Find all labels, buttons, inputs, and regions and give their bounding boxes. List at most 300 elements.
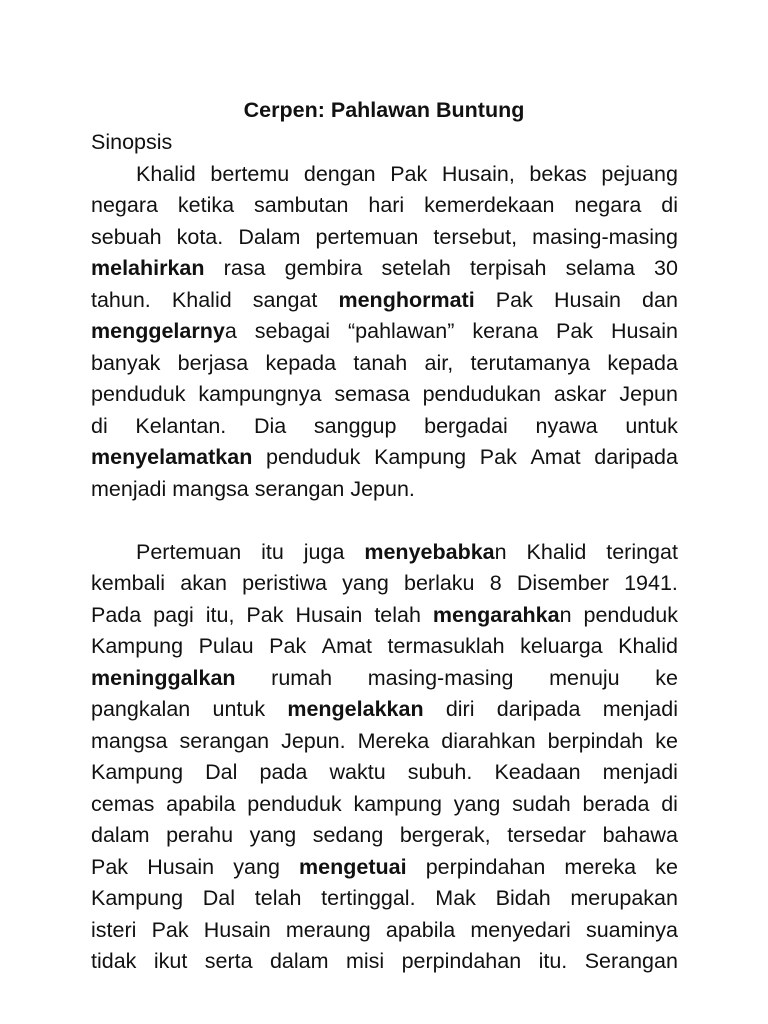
text-span: Husain bbox=[203, 917, 271, 942]
text-span: sangat bbox=[252, 287, 318, 312]
word bbox=[91, 567, 165, 599]
word bbox=[400, 819, 491, 851]
word bbox=[91, 347, 160, 379]
word bbox=[266, 347, 337, 379]
text-span: Amat bbox=[321, 634, 372, 658]
word bbox=[574, 189, 641, 221]
text-span: Pertemuan bbox=[136, 539, 242, 564]
word bbox=[655, 725, 678, 757]
text-span: teringat bbox=[606, 539, 678, 564]
text-span: termasuklah bbox=[387, 634, 505, 658]
word bbox=[285, 252, 363, 284]
text-span: apabila bbox=[385, 917, 456, 942]
word bbox=[425, 347, 454, 379]
word bbox=[91, 851, 128, 883]
word bbox=[91, 441, 252, 473]
word bbox=[386, 914, 455, 946]
word bbox=[433, 221, 517, 253]
text-span: sebagai bbox=[254, 319, 331, 343]
word bbox=[556, 315, 593, 347]
word bbox=[270, 945, 329, 977]
word bbox=[281, 725, 346, 757]
word bbox=[91, 599, 141, 631]
word bbox=[496, 284, 533, 316]
text-span: daripada bbox=[496, 697, 581, 721]
word bbox=[348, 315, 454, 347]
word bbox=[442, 158, 515, 190]
text-line bbox=[91, 567, 678, 599]
text-span: sambutan bbox=[254, 193, 349, 217]
word bbox=[154, 945, 187, 977]
word bbox=[261, 536, 284, 568]
word bbox=[271, 662, 332, 694]
word bbox=[661, 788, 678, 820]
word bbox=[91, 693, 190, 725]
word bbox=[603, 819, 678, 851]
word bbox=[374, 441, 466, 473]
text-span: perpindahan bbox=[425, 854, 546, 879]
text-span: di bbox=[661, 193, 678, 217]
word bbox=[655, 851, 678, 883]
word bbox=[295, 599, 362, 631]
text-span: setelah bbox=[381, 256, 451, 280]
word bbox=[334, 378, 409, 410]
text-line bbox=[91, 693, 678, 725]
word bbox=[446, 693, 475, 725]
word bbox=[527, 536, 587, 568]
word bbox=[172, 284, 232, 316]
word bbox=[618, 630, 678, 662]
word bbox=[435, 882, 476, 914]
word bbox=[91, 725, 168, 757]
word bbox=[530, 441, 580, 473]
text-span: Pada bbox=[91, 602, 142, 627]
text-span: kemerdekaan bbox=[424, 193, 555, 217]
word bbox=[91, 819, 150, 851]
text-span: kampung bbox=[353, 791, 442, 816]
text-span: semasa bbox=[334, 382, 410, 406]
text-span: sebuah bbox=[91, 224, 162, 249]
bold-term: menyebabka bbox=[364, 539, 495, 564]
text-span: tertinggal. bbox=[321, 886, 416, 910]
text-line bbox=[91, 819, 678, 851]
text-span: tanah bbox=[353, 350, 408, 375]
text-span: menyedari bbox=[470, 917, 571, 942]
text-span: kepada bbox=[265, 350, 337, 375]
word bbox=[358, 725, 430, 757]
word bbox=[199, 630, 254, 662]
word bbox=[471, 347, 591, 379]
bold-term: menyelamatkan bbox=[91, 445, 253, 469]
word bbox=[655, 662, 678, 694]
text-span: sudah bbox=[512, 791, 571, 816]
text-span: Khalid bbox=[136, 161, 196, 186]
text-span: Kampung bbox=[91, 760, 184, 784]
bold-term: mengetuai bbox=[299, 854, 407, 879]
word bbox=[507, 819, 586, 851]
text-span: telah bbox=[254, 886, 302, 910]
text-span: Serangan bbox=[584, 949, 678, 973]
word bbox=[353, 347, 407, 379]
word bbox=[520, 630, 602, 662]
word bbox=[454, 788, 501, 820]
word bbox=[91, 756, 183, 788]
word bbox=[91, 189, 158, 221]
text-span: sedang bbox=[312, 823, 384, 847]
word bbox=[586, 914, 678, 946]
text-span: 8 bbox=[489, 571, 502, 595]
word bbox=[166, 788, 235, 820]
text-span: Mereka bbox=[357, 728, 430, 753]
text-line bbox=[91, 252, 678, 284]
word bbox=[497, 693, 581, 725]
word bbox=[433, 599, 572, 631]
word bbox=[255, 315, 330, 347]
text-span: bergerak, bbox=[399, 823, 491, 847]
word bbox=[368, 662, 514, 694]
word bbox=[242, 567, 327, 599]
section-heading: Sinopsis bbox=[91, 130, 173, 154]
text-span: untuk bbox=[212, 697, 266, 721]
text-span: Pak bbox=[495, 287, 533, 312]
word bbox=[611, 315, 678, 347]
word bbox=[177, 221, 224, 253]
bold-term: mengelakkan bbox=[287, 697, 424, 721]
word bbox=[423, 378, 541, 410]
word bbox=[136, 158, 196, 190]
word bbox=[619, 378, 678, 410]
text-span: ketika bbox=[177, 193, 235, 217]
text-span: kota. bbox=[176, 224, 224, 249]
text-span: bergadai bbox=[424, 413, 508, 438]
text-span: pangkalan bbox=[91, 697, 191, 721]
text-span: air, bbox=[424, 350, 454, 375]
text-span: gembira bbox=[284, 256, 363, 280]
text-line bbox=[136, 158, 678, 190]
word bbox=[91, 315, 237, 347]
word bbox=[342, 567, 389, 599]
text-span: n bbox=[559, 602, 572, 627]
word bbox=[91, 378, 185, 410]
word bbox=[135, 410, 226, 442]
word bbox=[153, 599, 194, 631]
text-span: ke bbox=[655, 728, 678, 753]
text-span: Pak bbox=[151, 917, 189, 942]
text-span: pendudukan bbox=[422, 382, 541, 406]
bold-term: menghormati bbox=[338, 287, 475, 312]
text-span: penduduk bbox=[583, 602, 678, 627]
word bbox=[254, 189, 348, 221]
word bbox=[441, 725, 535, 757]
word bbox=[424, 189, 554, 221]
text-span: Kampung bbox=[91, 634, 184, 658]
word bbox=[548, 725, 644, 757]
text-span: masing-masing bbox=[532, 224, 678, 249]
word bbox=[426, 851, 546, 883]
word bbox=[136, 536, 241, 568]
text-span: Husain bbox=[147, 854, 215, 879]
word bbox=[554, 284, 621, 316]
text-span: perpindahan bbox=[401, 949, 522, 973]
word bbox=[147, 851, 214, 883]
word bbox=[286, 914, 371, 946]
text-span: itu. bbox=[538, 949, 568, 973]
text-span: terutamanya bbox=[470, 350, 591, 375]
text-span: 1941. bbox=[624, 571, 678, 595]
word bbox=[408, 756, 473, 788]
text-span: yang bbox=[342, 571, 389, 595]
word bbox=[316, 221, 419, 253]
word bbox=[299, 851, 407, 883]
text-span: askar bbox=[553, 382, 607, 406]
word bbox=[91, 410, 108, 442]
text-span: meraung bbox=[285, 917, 371, 942]
word bbox=[152, 914, 189, 946]
text-span: 30 bbox=[654, 256, 678, 280]
text-span: akan bbox=[180, 571, 227, 595]
word bbox=[594, 441, 678, 473]
word bbox=[91, 284, 151, 316]
text-line bbox=[91, 945, 678, 977]
word bbox=[212, 693, 265, 725]
text-line bbox=[91, 756, 678, 788]
word bbox=[287, 693, 423, 725]
text-span: Jepun bbox=[619, 382, 678, 406]
text-span: berjasa bbox=[177, 350, 249, 375]
word bbox=[603, 693, 678, 725]
text-line bbox=[91, 662, 678, 694]
text-span: kampungnya bbox=[198, 382, 322, 406]
text-span: dalam bbox=[269, 949, 329, 973]
text-line bbox=[91, 315, 678, 347]
word bbox=[233, 851, 280, 883]
text-span: rumah bbox=[271, 665, 333, 690]
text-span: suaminya bbox=[585, 917, 678, 942]
text-span: Dalam bbox=[238, 224, 301, 249]
text-span: terpisah bbox=[469, 256, 547, 280]
text-line bbox=[91, 441, 678, 473]
text-span: dalam bbox=[91, 823, 150, 847]
word bbox=[601, 158, 678, 190]
text-span: mereka bbox=[564, 854, 637, 879]
text-span: di bbox=[91, 413, 108, 438]
word bbox=[180, 567, 227, 599]
bold-term: menggelarny bbox=[91, 319, 225, 343]
word bbox=[470, 914, 570, 946]
text-span: Khalid bbox=[171, 287, 232, 312]
word bbox=[255, 882, 302, 914]
text-line bbox=[136, 536, 678, 568]
text-span: juga bbox=[303, 539, 345, 564]
word bbox=[198, 378, 321, 410]
word bbox=[246, 599, 283, 631]
word bbox=[304, 158, 376, 190]
text-span: sanggup bbox=[313, 413, 397, 438]
text-span: dengan bbox=[303, 161, 376, 186]
text-line bbox=[91, 410, 678, 442]
text-span: peristiwa bbox=[242, 571, 327, 595]
text-span: masing-masing bbox=[367, 665, 514, 690]
word bbox=[203, 882, 235, 914]
text-span: Dia bbox=[253, 413, 287, 438]
text-line bbox=[91, 284, 678, 316]
word bbox=[603, 756, 678, 788]
text-span: kepada bbox=[607, 350, 678, 375]
text-span: Khalid bbox=[526, 539, 587, 564]
text-span: Khalid bbox=[618, 634, 678, 658]
word bbox=[91, 630, 183, 662]
text-span: apabila bbox=[166, 791, 236, 816]
word bbox=[374, 599, 421, 631]
word bbox=[654, 252, 678, 284]
text-line bbox=[91, 630, 678, 662]
text-span: selama bbox=[565, 256, 635, 280]
word bbox=[490, 567, 502, 599]
text-span: Dal bbox=[205, 760, 238, 784]
text-span: untuk bbox=[625, 413, 678, 438]
text-span: Kampung bbox=[91, 886, 184, 910]
text-span: penduduk bbox=[91, 382, 186, 406]
text-span: ke bbox=[655, 665, 678, 690]
text-span: Husain bbox=[611, 319, 678, 343]
text-span: Jepun. bbox=[281, 728, 346, 753]
word bbox=[381, 252, 450, 284]
text-span: itu bbox=[261, 539, 284, 564]
text-span: berpindah bbox=[547, 728, 644, 753]
text-span: Pak bbox=[246, 602, 284, 627]
text-line bbox=[91, 882, 678, 914]
word bbox=[338, 284, 474, 316]
text-span: tidak bbox=[91, 949, 137, 973]
text-span: berlaku bbox=[404, 571, 475, 595]
word bbox=[494, 756, 580, 788]
text-span: Keadaan bbox=[494, 760, 581, 784]
word bbox=[529, 158, 586, 190]
text-span: Disember bbox=[516, 571, 609, 595]
word bbox=[606, 536, 678, 568]
word bbox=[470, 252, 547, 284]
text-span: telah bbox=[374, 602, 421, 627]
text-span: menjadi bbox=[602, 697, 678, 721]
text-span: diarahkan bbox=[441, 728, 536, 753]
text-span: Husain bbox=[553, 287, 621, 312]
bold-term: meninggalkan bbox=[91, 665, 236, 690]
text-span: menuju bbox=[549, 665, 620, 690]
text-line bbox=[91, 189, 678, 221]
word bbox=[253, 284, 318, 316]
word bbox=[247, 788, 341, 820]
word bbox=[554, 378, 607, 410]
text-span: a bbox=[224, 319, 237, 343]
text-span: negara bbox=[91, 193, 158, 217]
word bbox=[564, 851, 636, 883]
text-span: di bbox=[661, 791, 678, 816]
word bbox=[390, 158, 427, 190]
text-line bbox=[91, 851, 678, 883]
text-span: Pak bbox=[479, 445, 517, 469]
word bbox=[624, 567, 678, 599]
text-span: keluarga bbox=[520, 634, 603, 658]
word bbox=[205, 945, 253, 977]
text-span: serangan bbox=[179, 728, 270, 753]
word bbox=[472, 315, 538, 347]
word bbox=[179, 725, 269, 757]
text-span: bahawa bbox=[602, 823, 678, 847]
text-span: bertemu bbox=[210, 161, 290, 186]
text-span: Mak bbox=[435, 886, 476, 910]
word bbox=[166, 819, 233, 851]
word bbox=[238, 221, 300, 253]
word bbox=[314, 410, 397, 442]
word bbox=[304, 536, 345, 568]
word bbox=[566, 252, 635, 284]
text-span: hari bbox=[368, 193, 405, 217]
word bbox=[625, 410, 678, 442]
word bbox=[178, 347, 249, 379]
text-span: yang bbox=[233, 854, 280, 879]
text-span: tersedar bbox=[507, 823, 587, 847]
word bbox=[206, 599, 235, 631]
text-span: merupakan bbox=[570, 886, 678, 910]
word bbox=[91, 945, 136, 977]
word bbox=[570, 882, 678, 914]
text-span: Amat bbox=[530, 445, 581, 469]
text-span: menjadi bbox=[602, 760, 678, 784]
text-span: menjadi mangsa serangan Jepun. bbox=[91, 476, 415, 501]
text-span: Kelantan. bbox=[135, 413, 227, 438]
text-line bbox=[91, 347, 678, 379]
text-span: bekas bbox=[529, 161, 587, 186]
text-line bbox=[91, 473, 678, 505]
text-span: cemas bbox=[91, 791, 155, 816]
text-span: yang bbox=[453, 791, 501, 816]
text-span: pada bbox=[259, 760, 308, 784]
text-span: Husain bbox=[295, 602, 363, 627]
text-span: waktu bbox=[329, 760, 386, 784]
text-span: Kampung bbox=[374, 445, 467, 469]
word bbox=[532, 221, 678, 253]
document-title: Cerpen: Pahlawan Buntung bbox=[243, 98, 525, 122]
text-span: pertemuan bbox=[315, 224, 419, 249]
text-line bbox=[91, 599, 678, 631]
word bbox=[480, 441, 517, 473]
text-span: dan bbox=[642, 287, 678, 312]
text-line bbox=[91, 914, 678, 946]
word bbox=[368, 189, 404, 221]
text-line bbox=[91, 221, 678, 253]
word bbox=[607, 347, 678, 379]
text-span: daripada bbox=[594, 445, 678, 469]
word bbox=[91, 788, 154, 820]
text-span: pejuang bbox=[601, 161, 678, 186]
text-span: Pak bbox=[91, 854, 129, 879]
word bbox=[549, 662, 620, 694]
word bbox=[205, 756, 237, 788]
word bbox=[210, 158, 289, 190]
text-span: Pak bbox=[390, 161, 428, 186]
text-span: mangsa bbox=[91, 728, 168, 753]
word bbox=[346, 945, 384, 977]
text-line bbox=[91, 725, 678, 757]
text-span: rasa bbox=[223, 256, 266, 280]
word bbox=[585, 945, 678, 977]
text-span: misi bbox=[345, 949, 385, 973]
text-span: itu, bbox=[205, 602, 235, 627]
word bbox=[322, 630, 372, 662]
text-span: penduduk bbox=[265, 445, 361, 469]
text-span: negara bbox=[574, 193, 642, 217]
text-span: Dal bbox=[202, 886, 236, 910]
